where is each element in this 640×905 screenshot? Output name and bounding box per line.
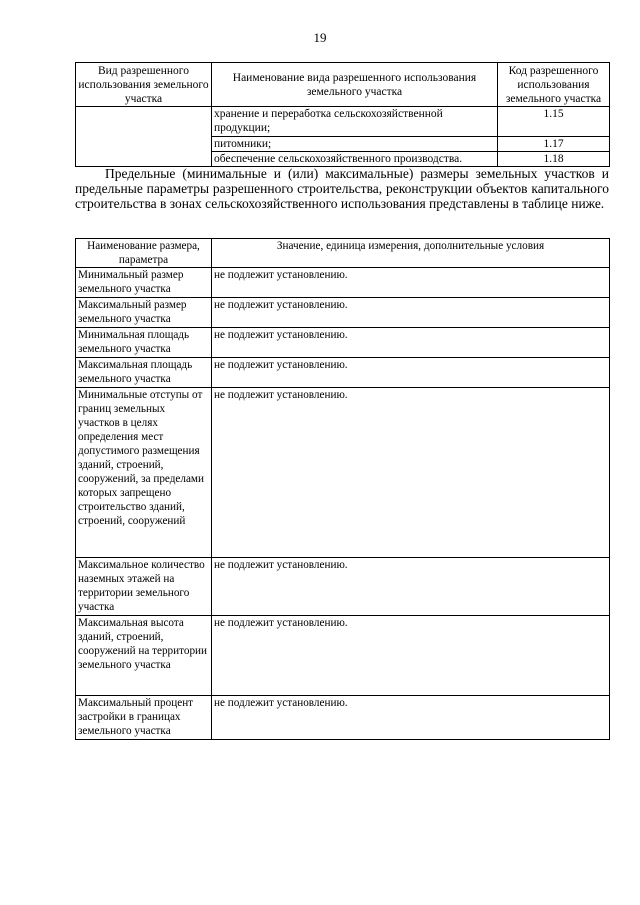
- description-paragraph: Предельные (минимальные и (или) максимальные) размеры земельных участков и предельные параметры разрешенного строительства, реконструкции объектов капитального строительства в зонах сельскохозяйственного использования представлены в таблице ниже.: [75, 166, 609, 211]
- uses-code-cell: 1.15: [498, 107, 610, 137]
- uses-type-cell: [76, 107, 212, 167]
- param-name-cell: Максимальное количество наземных этажей на территории земельного участка: [76, 558, 212, 616]
- uses-header-type: Вид разрешенного использования земельного участка: [76, 63, 212, 107]
- uses-code-cell: 1.17: [498, 137, 610, 152]
- params-header-name: Наименование размера, параметра: [76, 239, 212, 268]
- table-row: [76, 298, 610, 328]
- param-value-cell: не подлежит установлению.: [212, 328, 610, 358]
- uses-name-cell: питомники;: [212, 137, 498, 152]
- param-value-cell: не подлежит установлению.: [212, 696, 610, 740]
- page-number: 19: [313, 30, 327, 45]
- param-value-cell: не подлежит установлению.: [212, 358, 610, 388]
- table-row: [76, 328, 610, 358]
- table-row: [76, 388, 610, 558]
- table-row: [76, 107, 610, 137]
- param-value-cell: не подлежит установлению.: [212, 268, 610, 298]
- param-name-cell: Минимальные отступы от границ земельных участков в целях определения мест допустимого размещения зданий, строений, сооружений, за пределами которых запрещено строительство зданий, строений, сооружений: [76, 388, 212, 558]
- uses-header-code: Код разрешенного использования земельного участка: [498, 63, 610, 107]
- params-table-header-row: [76, 239, 610, 268]
- table-row: [76, 268, 610, 298]
- uses-table: [75, 62, 610, 167]
- param-value-cell: не подлежит установлению.: [212, 558, 610, 616]
- param-value-cell: не подлежит установлению.: [212, 298, 610, 328]
- param-name-cell: Минимальный размер земельного участка: [76, 268, 212, 298]
- params-table: [75, 238, 610, 740]
- param-name-cell: Максимальный процент застройки в границах земельного участка: [76, 696, 212, 740]
- uses-table-header-row: [76, 63, 610, 107]
- uses-name-cell: обеспечение сельскохозяйственного производства.: [212, 152, 498, 167]
- param-name-cell: Максимальная площадь земельного участка: [76, 358, 212, 388]
- param-value-cell: не подлежит установлению.: [212, 388, 610, 558]
- params-header-value: Значение, единица измерения, дополнительные условия: [212, 239, 610, 268]
- table-row: [76, 358, 610, 388]
- uses-header-name: Наименование вида разрешенного использования земельного участка: [212, 63, 498, 107]
- param-value-cell: не подлежит установлению.: [212, 616, 610, 696]
- table-row: [76, 696, 610, 740]
- table-row: [76, 558, 610, 616]
- param-name-cell: Максимальный размер земельного участка: [76, 298, 212, 328]
- table-row: [76, 616, 610, 696]
- uses-name-cell: хранение и переработка сельскохозяйственной продукции;: [212, 107, 498, 137]
- param-name-cell: Минимальная площадь земельного участка: [76, 328, 212, 358]
- param-name-cell: Максимальная высота зданий, строений, сооружений на территории земельного участка: [76, 616, 212, 696]
- uses-code-cell: 1.18: [498, 152, 610, 167]
